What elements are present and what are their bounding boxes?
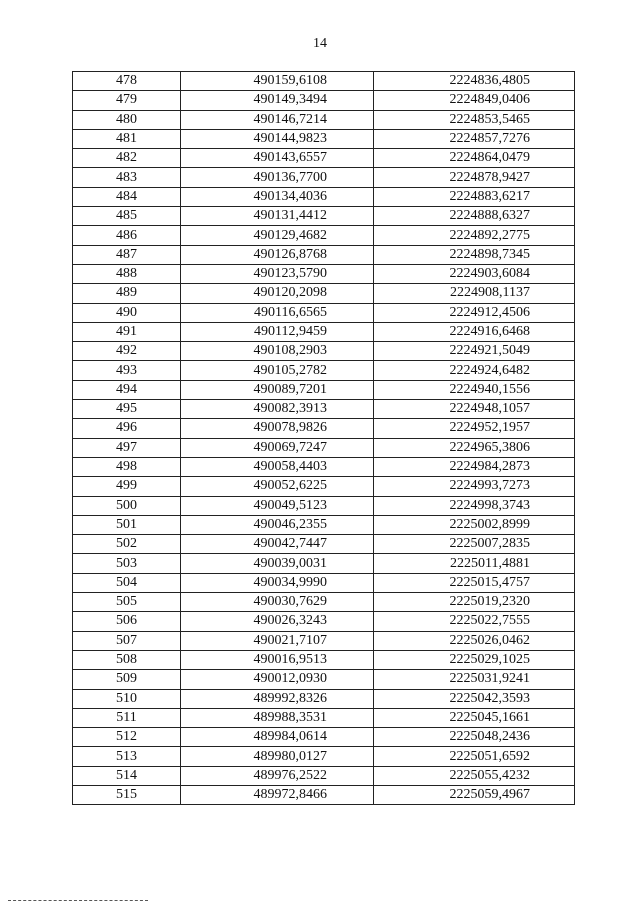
point-number-cell: 487 xyxy=(73,245,181,264)
x-coordinate-cell: 490126,8768 xyxy=(181,245,374,264)
table-row xyxy=(73,342,575,361)
y-coordinate-cell: 2225059,4967 xyxy=(374,785,575,804)
point-number-cell: 494 xyxy=(73,380,181,399)
y-coordinate-cell: 2224940,1556 xyxy=(374,380,575,399)
point-number-cell: 490 xyxy=(73,303,181,322)
y-coordinate-cell: 2224898,7345 xyxy=(374,245,575,264)
table-row xyxy=(73,361,575,380)
y-coordinate-cell: 2224965,3806 xyxy=(374,438,575,457)
point-number-cell: 486 xyxy=(73,226,181,245)
table-row xyxy=(73,400,575,419)
y-coordinate-cell: 2224864,0479 xyxy=(374,149,575,168)
table-row xyxy=(73,535,575,554)
table-row xyxy=(73,226,575,245)
y-coordinate-cell: 2225055,4232 xyxy=(374,766,575,785)
point-number-cell: 499 xyxy=(73,477,181,496)
y-coordinate-cell: 2224924,6482 xyxy=(374,361,575,380)
table-row xyxy=(73,380,575,399)
x-coordinate-cell: 490108,2903 xyxy=(181,342,374,361)
x-coordinate-cell: 490058,4403 xyxy=(181,457,374,476)
y-coordinate-cell: 2224912,4506 xyxy=(374,303,575,322)
x-coordinate-cell: 489984,0614 xyxy=(181,728,374,747)
y-coordinate-cell: 2224857,7276 xyxy=(374,129,575,148)
y-coordinate-cell: 2225045,1661 xyxy=(374,708,575,727)
y-coordinate-cell: 2225022,7555 xyxy=(374,612,575,631)
table-body xyxy=(73,72,575,805)
point-number-cell: 510 xyxy=(73,689,181,708)
table-row xyxy=(73,728,575,747)
point-number-cell: 493 xyxy=(73,361,181,380)
y-coordinate-cell: 2224908,1137 xyxy=(374,284,575,303)
x-coordinate-cell: 490129,4682 xyxy=(181,226,374,245)
y-coordinate-cell: 2225031,9241 xyxy=(374,670,575,689)
point-number-cell: 495 xyxy=(73,400,181,419)
x-coordinate-cell: 490021,7107 xyxy=(181,631,374,650)
point-number-cell: 496 xyxy=(73,419,181,438)
x-coordinate-cell: 490030,7629 xyxy=(181,593,374,612)
y-coordinate-cell: 2224948,1057 xyxy=(374,400,575,419)
point-number-cell: 514 xyxy=(73,766,181,785)
table-row xyxy=(73,110,575,129)
point-number-cell: 512 xyxy=(73,728,181,747)
x-coordinate-cell: 490120,2098 xyxy=(181,284,374,303)
x-coordinate-cell: 489980,0127 xyxy=(181,747,374,766)
y-coordinate-cell: 2225019,2320 xyxy=(374,593,575,612)
y-coordinate-cell: 2225048,2436 xyxy=(374,728,575,747)
table-row xyxy=(73,747,575,766)
footer-rule xyxy=(8,900,148,902)
x-coordinate-cell: 490069,7247 xyxy=(181,438,374,457)
table-row xyxy=(73,573,575,592)
x-coordinate-cell: 490046,2355 xyxy=(181,515,374,534)
table-row xyxy=(73,187,575,206)
table-row xyxy=(73,496,575,515)
table-row xyxy=(73,168,575,187)
y-coordinate-cell: 2224849,0406 xyxy=(374,91,575,110)
x-coordinate-cell: 490134,4036 xyxy=(181,187,374,206)
y-coordinate-cell: 2225026,0462 xyxy=(374,631,575,650)
x-coordinate-cell: 489988,3531 xyxy=(181,708,374,727)
y-coordinate-cell: 2225029,1025 xyxy=(374,650,575,669)
table-row xyxy=(73,72,575,91)
table-row xyxy=(73,457,575,476)
point-number-cell: 507 xyxy=(73,631,181,650)
table-row xyxy=(73,149,575,168)
table-row xyxy=(73,670,575,689)
point-number-cell: 511 xyxy=(73,708,181,727)
point-number-cell: 506 xyxy=(73,612,181,631)
table-row xyxy=(73,708,575,727)
table-row xyxy=(73,322,575,341)
y-coordinate-cell: 2224883,6217 xyxy=(374,187,575,206)
table-row xyxy=(73,650,575,669)
point-number-cell: 513 xyxy=(73,747,181,766)
x-coordinate-cell: 490089,7201 xyxy=(181,380,374,399)
point-number-cell: 485 xyxy=(73,207,181,226)
point-number-cell: 500 xyxy=(73,496,181,515)
point-number-cell: 491 xyxy=(73,322,181,341)
point-number-cell: 483 xyxy=(73,168,181,187)
table-row xyxy=(73,245,575,264)
table-row xyxy=(73,515,575,534)
point-number-cell: 509 xyxy=(73,670,181,689)
y-coordinate-cell: 2224853,5465 xyxy=(374,110,575,129)
point-number-cell: 480 xyxy=(73,110,181,129)
point-number-cell: 484 xyxy=(73,187,181,206)
table-row xyxy=(73,438,575,457)
table-row xyxy=(73,129,575,148)
y-coordinate-cell: 2224952,1957 xyxy=(374,419,575,438)
point-number-cell: 478 xyxy=(73,72,181,91)
y-coordinate-cell: 2224892,2775 xyxy=(374,226,575,245)
page-number: 14 xyxy=(313,36,327,51)
y-coordinate-cell: 2225015,4757 xyxy=(374,573,575,592)
point-number-cell: 489 xyxy=(73,284,181,303)
x-coordinate-cell: 490034,9990 xyxy=(181,573,374,592)
table-row xyxy=(73,689,575,708)
y-coordinate-cell: 2225011,4881 xyxy=(374,554,575,573)
y-coordinate-cell: 2224836,4805 xyxy=(374,72,575,91)
y-coordinate-cell: 2224984,2873 xyxy=(374,457,575,476)
x-coordinate-cell: 490105,2782 xyxy=(181,361,374,380)
x-coordinate-cell: 490026,3243 xyxy=(181,612,374,631)
table-row xyxy=(73,554,575,573)
table-row xyxy=(73,303,575,322)
y-coordinate-cell: 2224878,9427 xyxy=(374,168,575,187)
y-coordinate-cell: 2225002,8999 xyxy=(374,515,575,534)
y-coordinate-cell: 2224993,7273 xyxy=(374,477,575,496)
point-number-cell: 498 xyxy=(73,457,181,476)
table-row xyxy=(73,419,575,438)
table-row xyxy=(73,207,575,226)
table-row xyxy=(73,766,575,785)
table-row xyxy=(73,631,575,650)
x-coordinate-cell: 490116,6565 xyxy=(181,303,374,322)
x-coordinate-cell: 490012,0930 xyxy=(181,670,374,689)
x-coordinate-cell: 489972,8466 xyxy=(181,785,374,804)
x-coordinate-cell: 490049,5123 xyxy=(181,496,374,515)
x-coordinate-cell: 489976,2522 xyxy=(181,766,374,785)
x-coordinate-cell: 489992,8326 xyxy=(181,689,374,708)
point-number-cell: 503 xyxy=(73,554,181,573)
x-coordinate-cell: 490078,9826 xyxy=(181,419,374,438)
point-number-cell: 508 xyxy=(73,650,181,669)
point-number-cell: 488 xyxy=(73,264,181,283)
x-coordinate-cell: 490149,3494 xyxy=(181,91,374,110)
x-coordinate-cell: 490042,7447 xyxy=(181,535,374,554)
point-number-cell: 515 xyxy=(73,785,181,804)
table-row xyxy=(73,593,575,612)
x-coordinate-cell: 490052,6225 xyxy=(181,477,374,496)
table-row xyxy=(73,612,575,631)
point-number-cell: 479 xyxy=(73,91,181,110)
table-row xyxy=(73,264,575,283)
x-coordinate-cell: 490016,9513 xyxy=(181,650,374,669)
x-coordinate-cell: 490146,7214 xyxy=(181,110,374,129)
x-coordinate-cell: 490159,6108 xyxy=(181,72,374,91)
y-coordinate-cell: 2224921,5049 xyxy=(374,342,575,361)
y-coordinate-cell: 2224916,6468 xyxy=(374,322,575,341)
table-row xyxy=(73,91,575,110)
point-number-cell: 501 xyxy=(73,515,181,534)
x-coordinate-cell: 490143,6557 xyxy=(181,149,374,168)
y-coordinate-cell: 2224888,6327 xyxy=(374,207,575,226)
point-number-cell: 502 xyxy=(73,535,181,554)
table-row xyxy=(73,284,575,303)
x-coordinate-cell: 490144,9823 xyxy=(181,129,374,148)
point-number-cell: 481 xyxy=(73,129,181,148)
y-coordinate-cell: 2224998,3743 xyxy=(374,496,575,515)
x-coordinate-cell: 490082,3913 xyxy=(181,400,374,419)
x-coordinate-cell: 490123,5790 xyxy=(181,264,374,283)
point-number-cell: 504 xyxy=(73,573,181,592)
x-coordinate-cell: 490131,4412 xyxy=(181,207,374,226)
y-coordinate-cell: 2225042,3593 xyxy=(374,689,575,708)
coordinates-table xyxy=(72,71,575,805)
x-coordinate-cell: 490039,0031 xyxy=(181,554,374,573)
point-number-cell: 482 xyxy=(73,149,181,168)
y-coordinate-cell: 2225007,2835 xyxy=(374,535,575,554)
y-coordinate-cell: 2225051,6592 xyxy=(374,747,575,766)
y-coordinate-cell: 2224903,6084 xyxy=(374,264,575,283)
table-row xyxy=(73,785,575,804)
point-number-cell: 505 xyxy=(73,593,181,612)
x-coordinate-cell: 490112,9459 xyxy=(181,322,374,341)
x-coordinate-cell: 490136,7700 xyxy=(181,168,374,187)
point-number-cell: 492 xyxy=(73,342,181,361)
table-row xyxy=(73,477,575,496)
point-number-cell: 497 xyxy=(73,438,181,457)
